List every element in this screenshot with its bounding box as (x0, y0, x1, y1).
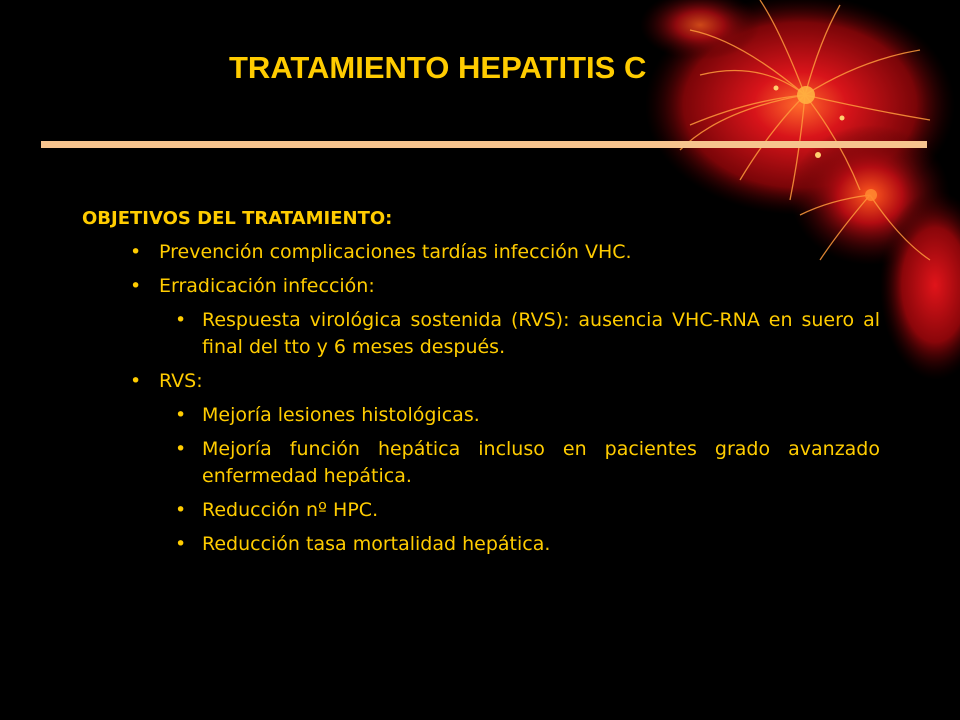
bullet-prevention: • Prevención complicaciones tardías infección VHC. (82, 239, 880, 265)
sub-bullet-mortality: • Reducción tasa mortalidad hepática. (82, 531, 880, 558)
sub-bullet-liver-function: • Mejoría función hepática incluso en pacientes grado avanzado enfermedad hepática. (82, 436, 880, 490)
bullet-rvs: • RVS: (82, 368, 880, 394)
section-heading: OBJETIVOS DEL TRATAMIENTO: (82, 208, 393, 229)
sub-bullet-hpc: • Reducción nº HPC. (82, 497, 880, 524)
title-divider (41, 141, 927, 148)
bullet-list (82, 239, 880, 558)
slide-content (82, 206, 880, 565)
slide-title: TRATAMIENTO HEPATITIS C (229, 50, 647, 85)
sub-bullet-rvs-definition: • Respuesta virológica sostenida (RVS): ausencia VHC-RNA en suero al final del tto y 6 meses después. (82, 307, 880, 361)
sub-bullet-histology: • Mejoría lesiones histológicas. (82, 402, 880, 429)
bullet-eradication: • Erradicación infección: (82, 273, 880, 299)
